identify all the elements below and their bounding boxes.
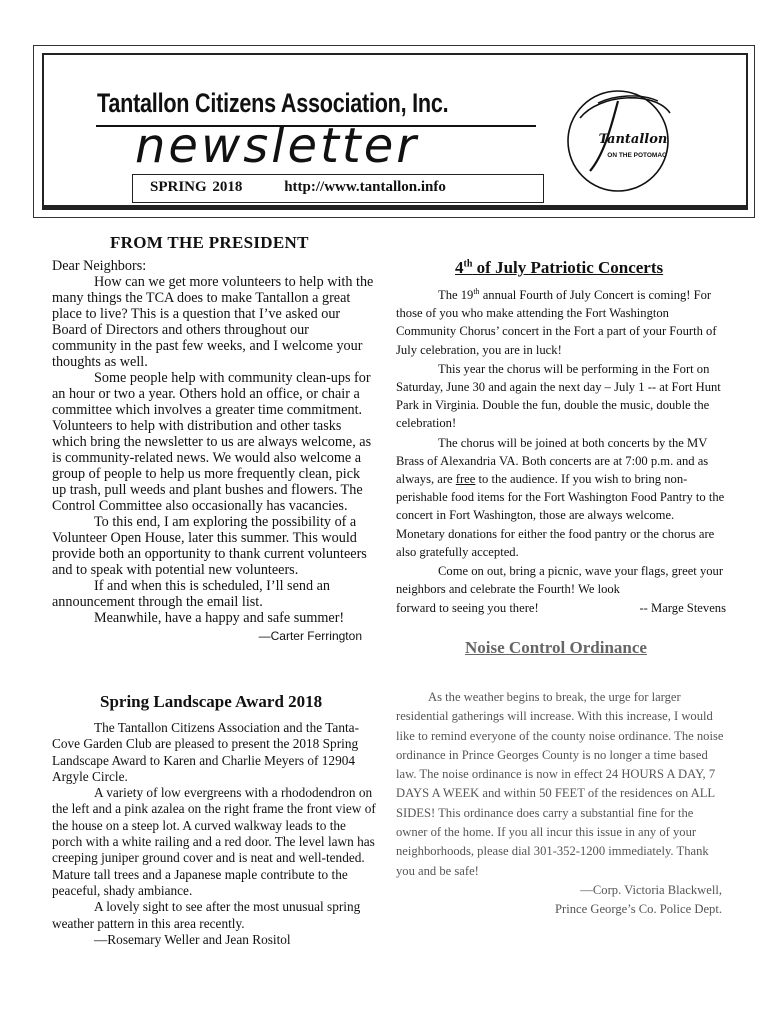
noise-heading: Noise Control Ordinance [465,638,647,657]
july-paragraph-4: Come on out, bring a picnic, wave your flags, greet your neighbors and celebrate the Fourth! We look [396,564,724,597]
award-article [52,720,377,948]
july-p3-rest: to the audience. If you wish to bring non-perishable food items for the Fort Washington Food Pantry to the concert in Fort Washington, those are always welcome. Monetary donations for either the food pantry or the chorus are also gratefully accepted. [396,472,725,559]
president-paragraph-4: If and when this is scheduled, I’ll send an announcement through the email list. [52,578,331,610]
july-heading-rest: of July Patriotic Concerts [472,258,664,277]
july-signature: -- Marge Stevens [639,601,726,616]
logo-wordmark: Tantallon [598,132,668,147]
july-p3-start: The chorus will be joined at both concerts by the MV Brass of Alexandria VA. Both concerts are at 7:00 p.m. and as always, are [396,435,709,487]
president-paragraph-3: To this end, I am exploring the possibility of a Volunteer Open House, later this summer. This would provide both an opportunity to thank current volunteers and to speak with potential new volunteers. [52,514,367,578]
july-closing-text: forward to seeing you there! [396,601,539,616]
logo-emblem-icon [560,83,680,193]
president-heading: FROM THE PRESIDENT [110,233,309,252]
july-p1-start: The 19 [438,288,474,302]
july-article [396,286,726,618]
president-signature: —Carter Ferrington [258,629,362,643]
july-heading-num: 4 [455,258,464,277]
issue-line [150,179,446,196]
issue-season: SPRING 2018 [150,179,243,195]
masthead-bottom-rule [42,205,746,208]
tantallon-logo [560,83,680,193]
president-letter [52,258,377,644]
noise-signature-dept: Prince George’s Co. Police Dept. [555,902,722,917]
july-paragraph-3 [396,434,726,561]
president-paragraph-1: How can we get more volunteers to help with the many things the TCA does to make Tantallon a great place to live? This is a question that I’ve asked our Board of Directors and others throughout our community in the past few weeks, and I welcome your thoughts as well. [52,274,374,370]
president-greeting: Dear Neighbors: [52,258,147,274]
july-paragraph-1 [396,286,726,359]
award-paragraph-2: A variety of low evergreens with a rhododendron on the left and a pink azalea on the right frame the front view of the house on a steep lot. A curved walkway leads to the porch with a white railing and a red door. The level lawn has creeping juniper ground cover and is neat and well-tended. Mature tall trees and a Japanese maple contribute to the peaceful, shady ambiance. [52,785,376,898]
website-url: http://www.tantallon.info [284,179,446,195]
noise-article [396,688,726,920]
july-closing-line [396,599,726,617]
award-heading: Spring Landscape Award 2018 [100,692,323,711]
july-p1-rest: annual Fourth of July Concert is coming! For those of you who make attending the Fort Washington Community Chorus’ concert in the Fort a part of your Fourth of July celebration, you are in luck! [396,288,717,357]
logo-tagline: ON THE POTOMAC [607,152,667,159]
july-paragraph-2: This year the chorus will be performing in the Fort on Saturday, June 30 and again the next day – July 1 -- at Fort Hunt Park in Virginia. Double the fun, double the music, double the celebration! [396,361,721,431]
award-paragraph-1: The Tantallon Citizens Association and the Tanta-Cove Garden Club are pleased to present the 2018 Spring Landscape Award to Karen and Charlie Meyers of 12904 Argyle Circle. [52,720,360,784]
july-p1-sup: th [473,286,480,296]
president-paragraph-5: Meanwhile, have a happy and safe summer! [94,610,345,626]
july-heading [455,258,663,278]
july-heading-sup: th [463,258,473,270]
july-p3-free: free [455,472,476,487]
organization-name: Tantallon Citizens Association, Inc. [97,88,449,118]
president-paragraph-2: Some people help with community clean-ups for an hour or two a year. Others hold an office, or chair a committee which involves a greater time commitment. Volunteers to help with distribution and other tasks which bring the newsletter to us are always welcome, as is community-related news. We would also welcome a group of people to help us more frequently clean, pick up trash, pull weeds and plant bushes and flowers. The Control Committee also occasionally has vacancies. [52,370,372,514]
award-signature: —Rosemary Weller and Jean Rositol [94,931,291,947]
noise-paragraph: As the weather begins to break, the urge for larger residential gatherings will increase. With this increase, I would like to remind everyone of the county noise ordinance. The noise ordinance in Prince Georges County is no longer a time based law. The noise ordinance is now in effect 24 HOURS A DAY, 7 DAYS A WEEK and within 50 FEET of the residences on ALL SIDES! This ordinance does carry a substantial fine for the owner of the home. If you all incur this issue in any of your neighborhoods, please dial 301-352-1200 immediately. Thank you and be safe! [396,690,724,878]
award-paragraph-3: A lovely sight to see after the most unusual spring weather pattern in this area recently. [52,899,361,931]
newsletter-title: newsletter [135,118,419,174]
noise-signature-name: —Corp. Victoria Blackwell, [580,882,722,897]
